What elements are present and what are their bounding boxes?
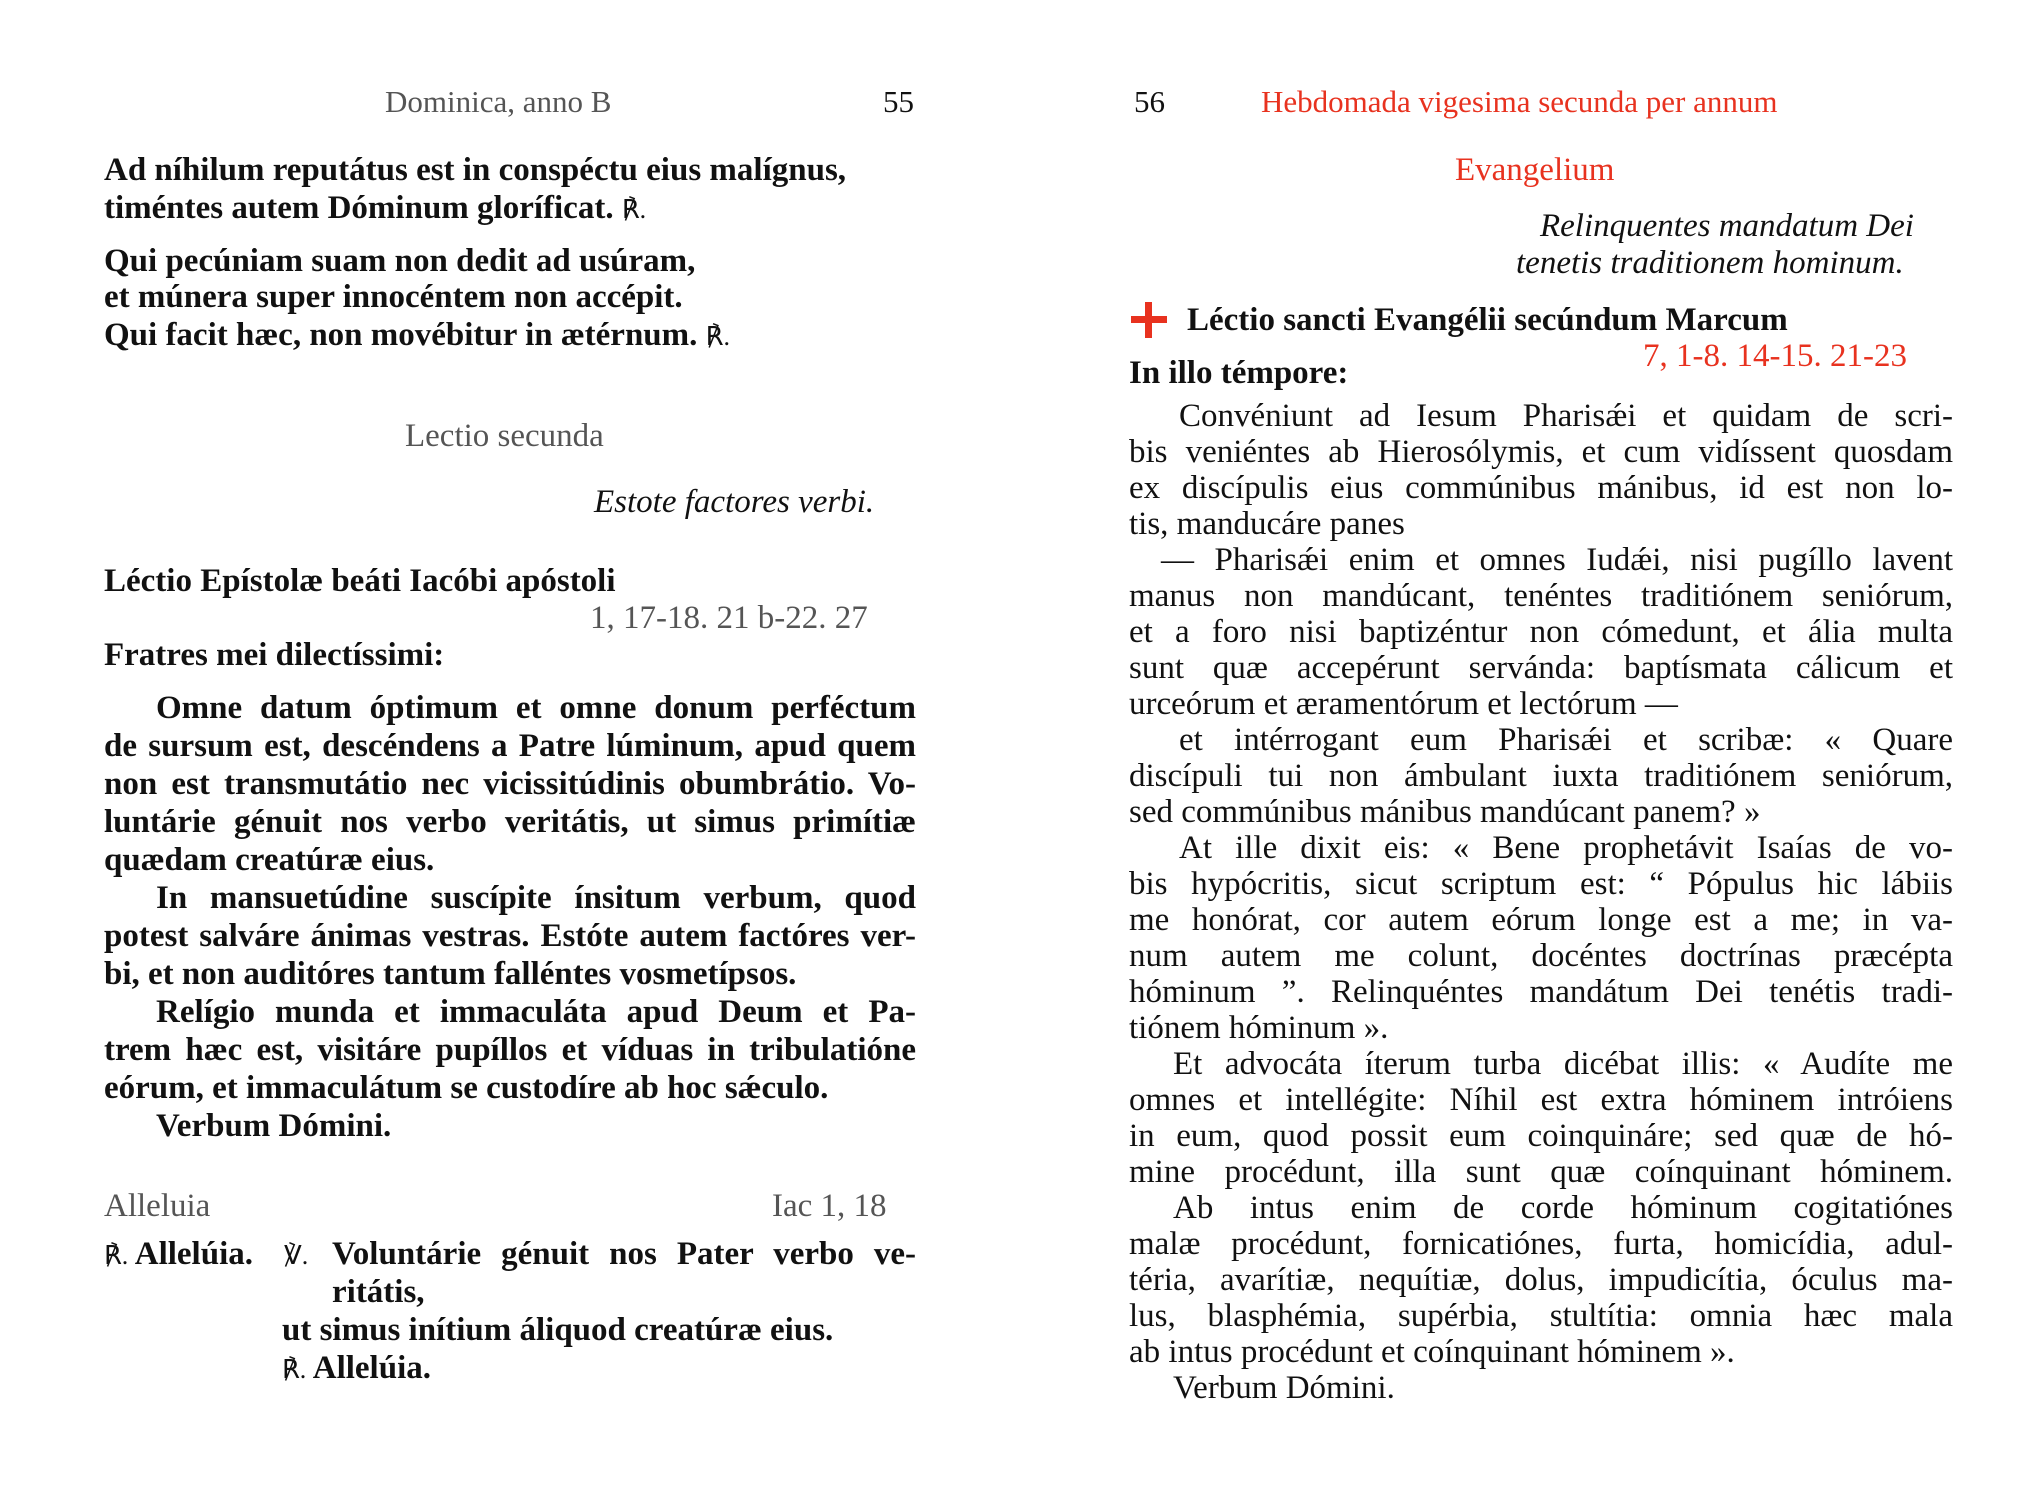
- page-number: 55: [883, 84, 914, 119]
- psalm-line: timéntes autem Dóminum gloríficat. ℟.: [104, 190, 647, 226]
- alleluia-line: Voluntárie génuit nos Pater verbo ve-: [332, 1236, 916, 1272]
- psalm-line: Qui pecúniam suam non dedit ad usúram,: [104, 243, 696, 279]
- reading-line: et intérrogant eum Pharisǽi et scribæ: « Quare: [1179, 722, 1953, 758]
- section-title: Evangelium: [1455, 152, 1615, 188]
- reading-line: quædam creatúræ eius.: [104, 842, 435, 878]
- reading-line: Et advocáta íterum turba dicébat illis: « Audíte me: [1173, 1046, 1953, 1082]
- psalm-line: Qui facit hæc, non movébitur in ætérnum. ℟.: [104, 317, 730, 353]
- reading-line: — Pharisǽi enim et omnes Iudǽi, nisi pugíllo lavent: [1161, 542, 1953, 578]
- reading-line: urceórum et æramentórum et lectórum —: [1129, 686, 1678, 722]
- alleluia-title: Alleluia: [104, 1188, 211, 1224]
- reading-line: In mansuetúdine suscípite ínsitum verbum, quod: [156, 880, 916, 916]
- reading-line: num autem me colunt, docéntes doctrínas præcépta: [1129, 938, 1953, 974]
- section-title: Lectio secunda: [405, 418, 604, 454]
- reading-closing: Verbum Dómini.: [1173, 1370, 1395, 1406]
- alleluia-line: ℟. Allelúia.: [282, 1350, 431, 1386]
- reading-line: discípuli tui non ámbulant iuxta traditiónem seniórum,: [1129, 758, 1953, 794]
- reading-line: lus, blasphémia, supérbia, stultítia: omnia hæc mala: [1129, 1298, 1953, 1334]
- right-page: [1011, 0, 2022, 1500]
- reading-line: omnes et intellégite: Níhil est extra hóminem intróiens: [1129, 1082, 1953, 1118]
- reading-line: At ille dixit eis: « Bene prophetávit Isaías de vo-: [1179, 830, 1953, 866]
- response-symbol: ℟.: [282, 1355, 307, 1384]
- section-motto: tenetis traditionem hominum.: [1516, 245, 1904, 281]
- section-motto: Relinquentes mandatum Dei: [1540, 208, 1914, 244]
- response-symbol: ℟.: [705, 322, 730, 351]
- reading-line: malæ procédunt, fornicatiónes, furta, homicídia, adul-: [1129, 1226, 1953, 1262]
- alleluia-reference: Iac 1, 18: [772, 1188, 887, 1224]
- response-symbol: ℟.: [104, 1241, 129, 1270]
- reading-line: et a foro nisi baptizéntur non cómedunt, et ália multa: [1129, 614, 1953, 650]
- reading-line: tiónem hóminum ».: [1129, 1010, 1389, 1046]
- reading-line: de sursum est, descéndens a Patre lúminum, apud quem: [104, 728, 916, 764]
- reading-reference: 1, 17-18. 21 b-22. 27: [590, 600, 868, 636]
- page-number: 56: [1134, 84, 1165, 119]
- reading-line: manus non mandúcant, tenéntes traditiónem seniórum,: [1129, 578, 1953, 614]
- reading-line: bis veniéntes ab Hierosólymis, et cum vidíssent quosdam: [1129, 434, 1953, 470]
- reading-line: hóminum ”. Relinquéntes mandátum Dei tenétis tradi-: [1129, 974, 1953, 1010]
- running-header-title: Hebdomada vigesima secunda per annum: [1261, 84, 1778, 119]
- reading-title: Léctio Epístolæ beáti Iacóbi apóstoli: [104, 563, 616, 599]
- reading-closing: Verbum Dómini.: [156, 1108, 392, 1144]
- reading-line: Ab intus enim de corde hóminum cogitatiónes: [1173, 1190, 1953, 1226]
- reading-line: ex discípulis eius commúnibus mánibus, id est non lo-: [1129, 470, 1953, 506]
- reading-line: Relígio munda et immaculáta apud Deum et Pa-: [156, 994, 916, 1030]
- reading-line: trem hæc est, visitáre pupíllos et víduas in tribulatióne: [104, 1032, 916, 1068]
- versicle-symbol: ℣.: [284, 1241, 309, 1270]
- reading-line: eórum, et immaculátum se custodíre ab hoc sǽculo.: [104, 1070, 829, 1106]
- running-header-title: Dominica, anno B: [385, 84, 612, 119]
- reading-line: bis hypócritis, sicut scriptum est: “ Pópulus hic lábiis: [1129, 866, 1953, 902]
- response-symbol: ℟.: [621, 195, 647, 224]
- reading-incipit: In illo témpore:: [1129, 355, 1349, 391]
- reading-line: tis, manducáre panes: [1129, 506, 1405, 542]
- reading-line: Convéniunt ad Iesum Pharisǽi et quidam de scri-: [1179, 398, 1953, 434]
- reading-line: sunt quæ accepérunt servánda: baptísmata cálicum et: [1129, 650, 1953, 686]
- reading-line: non est transmutátio nec vicissitúdinis obumbrátio. Vo-: [104, 766, 916, 802]
- reading-line: Omne datum óptimum et omne donum perféctum: [156, 690, 916, 726]
- reading-line: me honórat, cor autem eórum longe est a me; in va-: [1129, 902, 1953, 938]
- reading-reference: 7, 1-8. 14-15. 21-23: [1643, 338, 1907, 374]
- alleluia-line: ut simus inítium áliquod creatúræ eius.: [282, 1312, 834, 1348]
- reading-line: sed commúnibus mánibus mandúcant panem? »: [1129, 794, 1761, 830]
- reading-incipit: Fratres mei dilectíssimi:: [104, 637, 445, 673]
- alleluia-line: ritátis,: [332, 1274, 425, 1310]
- reading-line: ab intus procédunt et coínquinant hóminem ».: [1129, 1334, 1735, 1370]
- psalm-line: Ad níhilum reputátus est in conspéctu eius malígnus,: [104, 152, 847, 188]
- reading-title: Léctio sancti Evangélii secúndum Marcum: [1187, 302, 1788, 338]
- cross-icon: [1129, 300, 1169, 340]
- reading-line: téria, avarítiæ, nequítiæ, dolus, impudicítia, óculus ma-: [1129, 1262, 1953, 1298]
- reading-line: mine procédunt, illa sunt quæ coínquinant hóminem.: [1129, 1154, 1953, 1190]
- alleluia-line: ℟. Allelúia.: [104, 1236, 253, 1272]
- reading-line: potest salváre ánimas vestras. Estóte autem factóres ver-: [104, 918, 916, 954]
- section-motto: Estote factores verbi.: [594, 484, 875, 520]
- reading-line: bi, et non auditóres tantum falléntes vosmetípsos.: [104, 956, 797, 992]
- reading-line: in eum, quod possit eum coinquináre; sed quæ de hó-: [1129, 1118, 1953, 1154]
- psalm-line: et múnera super innocéntem non accépit.: [104, 279, 683, 315]
- reading-line: luntárie génuit nos verbo veritátis, ut simus primítiæ: [104, 804, 916, 840]
